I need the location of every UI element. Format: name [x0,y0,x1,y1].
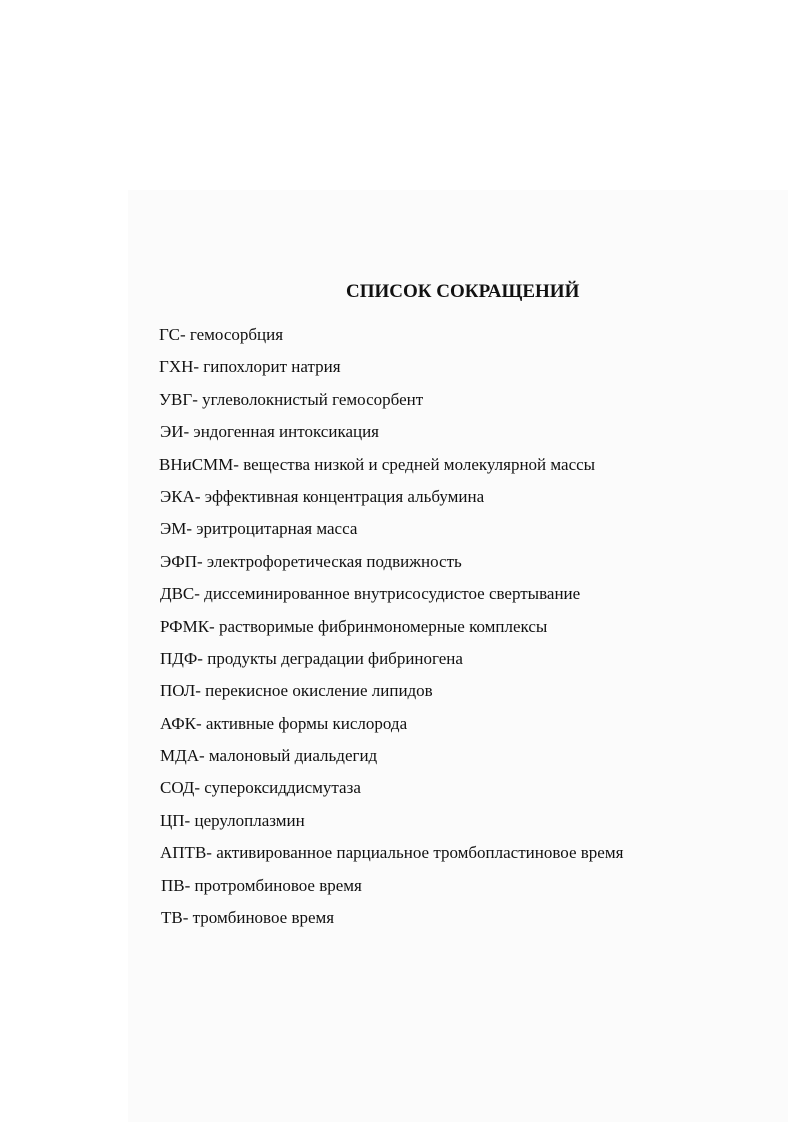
abbreviation-item: ДВС- диссеминированное внутрисосудистое свертывание [160,584,581,604]
abbreviation-item: ПДФ- продукты деградации фибриногена [160,648,463,668]
abbreviation-item: СОД- супероксиддисмутаза [160,778,361,798]
abbreviation-item: ЭКА- эффективная концентрация альбумина [160,486,485,506]
abbreviation-item: ПВ- протромбиновое время [161,875,362,895]
abbreviation-item: ЭФП- электрофоретическая подвижность [160,551,462,571]
abbreviation-item: АПТВ- активированное парциальное тромбопластиновое время [160,843,624,863]
abbreviation-item: ЭИ- эндогенная интоксикация [160,422,379,442]
abbreviation-item: ПОЛ- перекисное окисление липидов [160,681,433,701]
abbreviation-item: ГХН- гипохлорит натрия [159,357,341,377]
abbreviation-item: ГС- гемосорбция [159,325,284,344]
abbreviation-item: ТВ- тромбиновое время [161,908,335,928]
page-title: СПИСОК СОКРАЩЕНИЙ [346,281,580,302]
abbreviation-item: МДА- малоновый диальдегид [160,746,378,766]
abbreviation-item: ЦП- церулоплазмин [160,810,305,830]
abbreviation-item: ЭМ- эритроцитарная масса [160,519,358,539]
abbreviation-item: АФК- активные формы кислорода [160,713,408,733]
abbreviation-item: ВНиСММ- вещества низкой и средней молекулярной массы [159,454,596,474]
abbreviation-list [159,324,623,939]
abbreviation-item: УВГ- углеволокнистый гемосорбент [159,389,424,409]
abbreviation-item: РФМК- растворимые фибринмономерные комплексы [160,616,548,636]
